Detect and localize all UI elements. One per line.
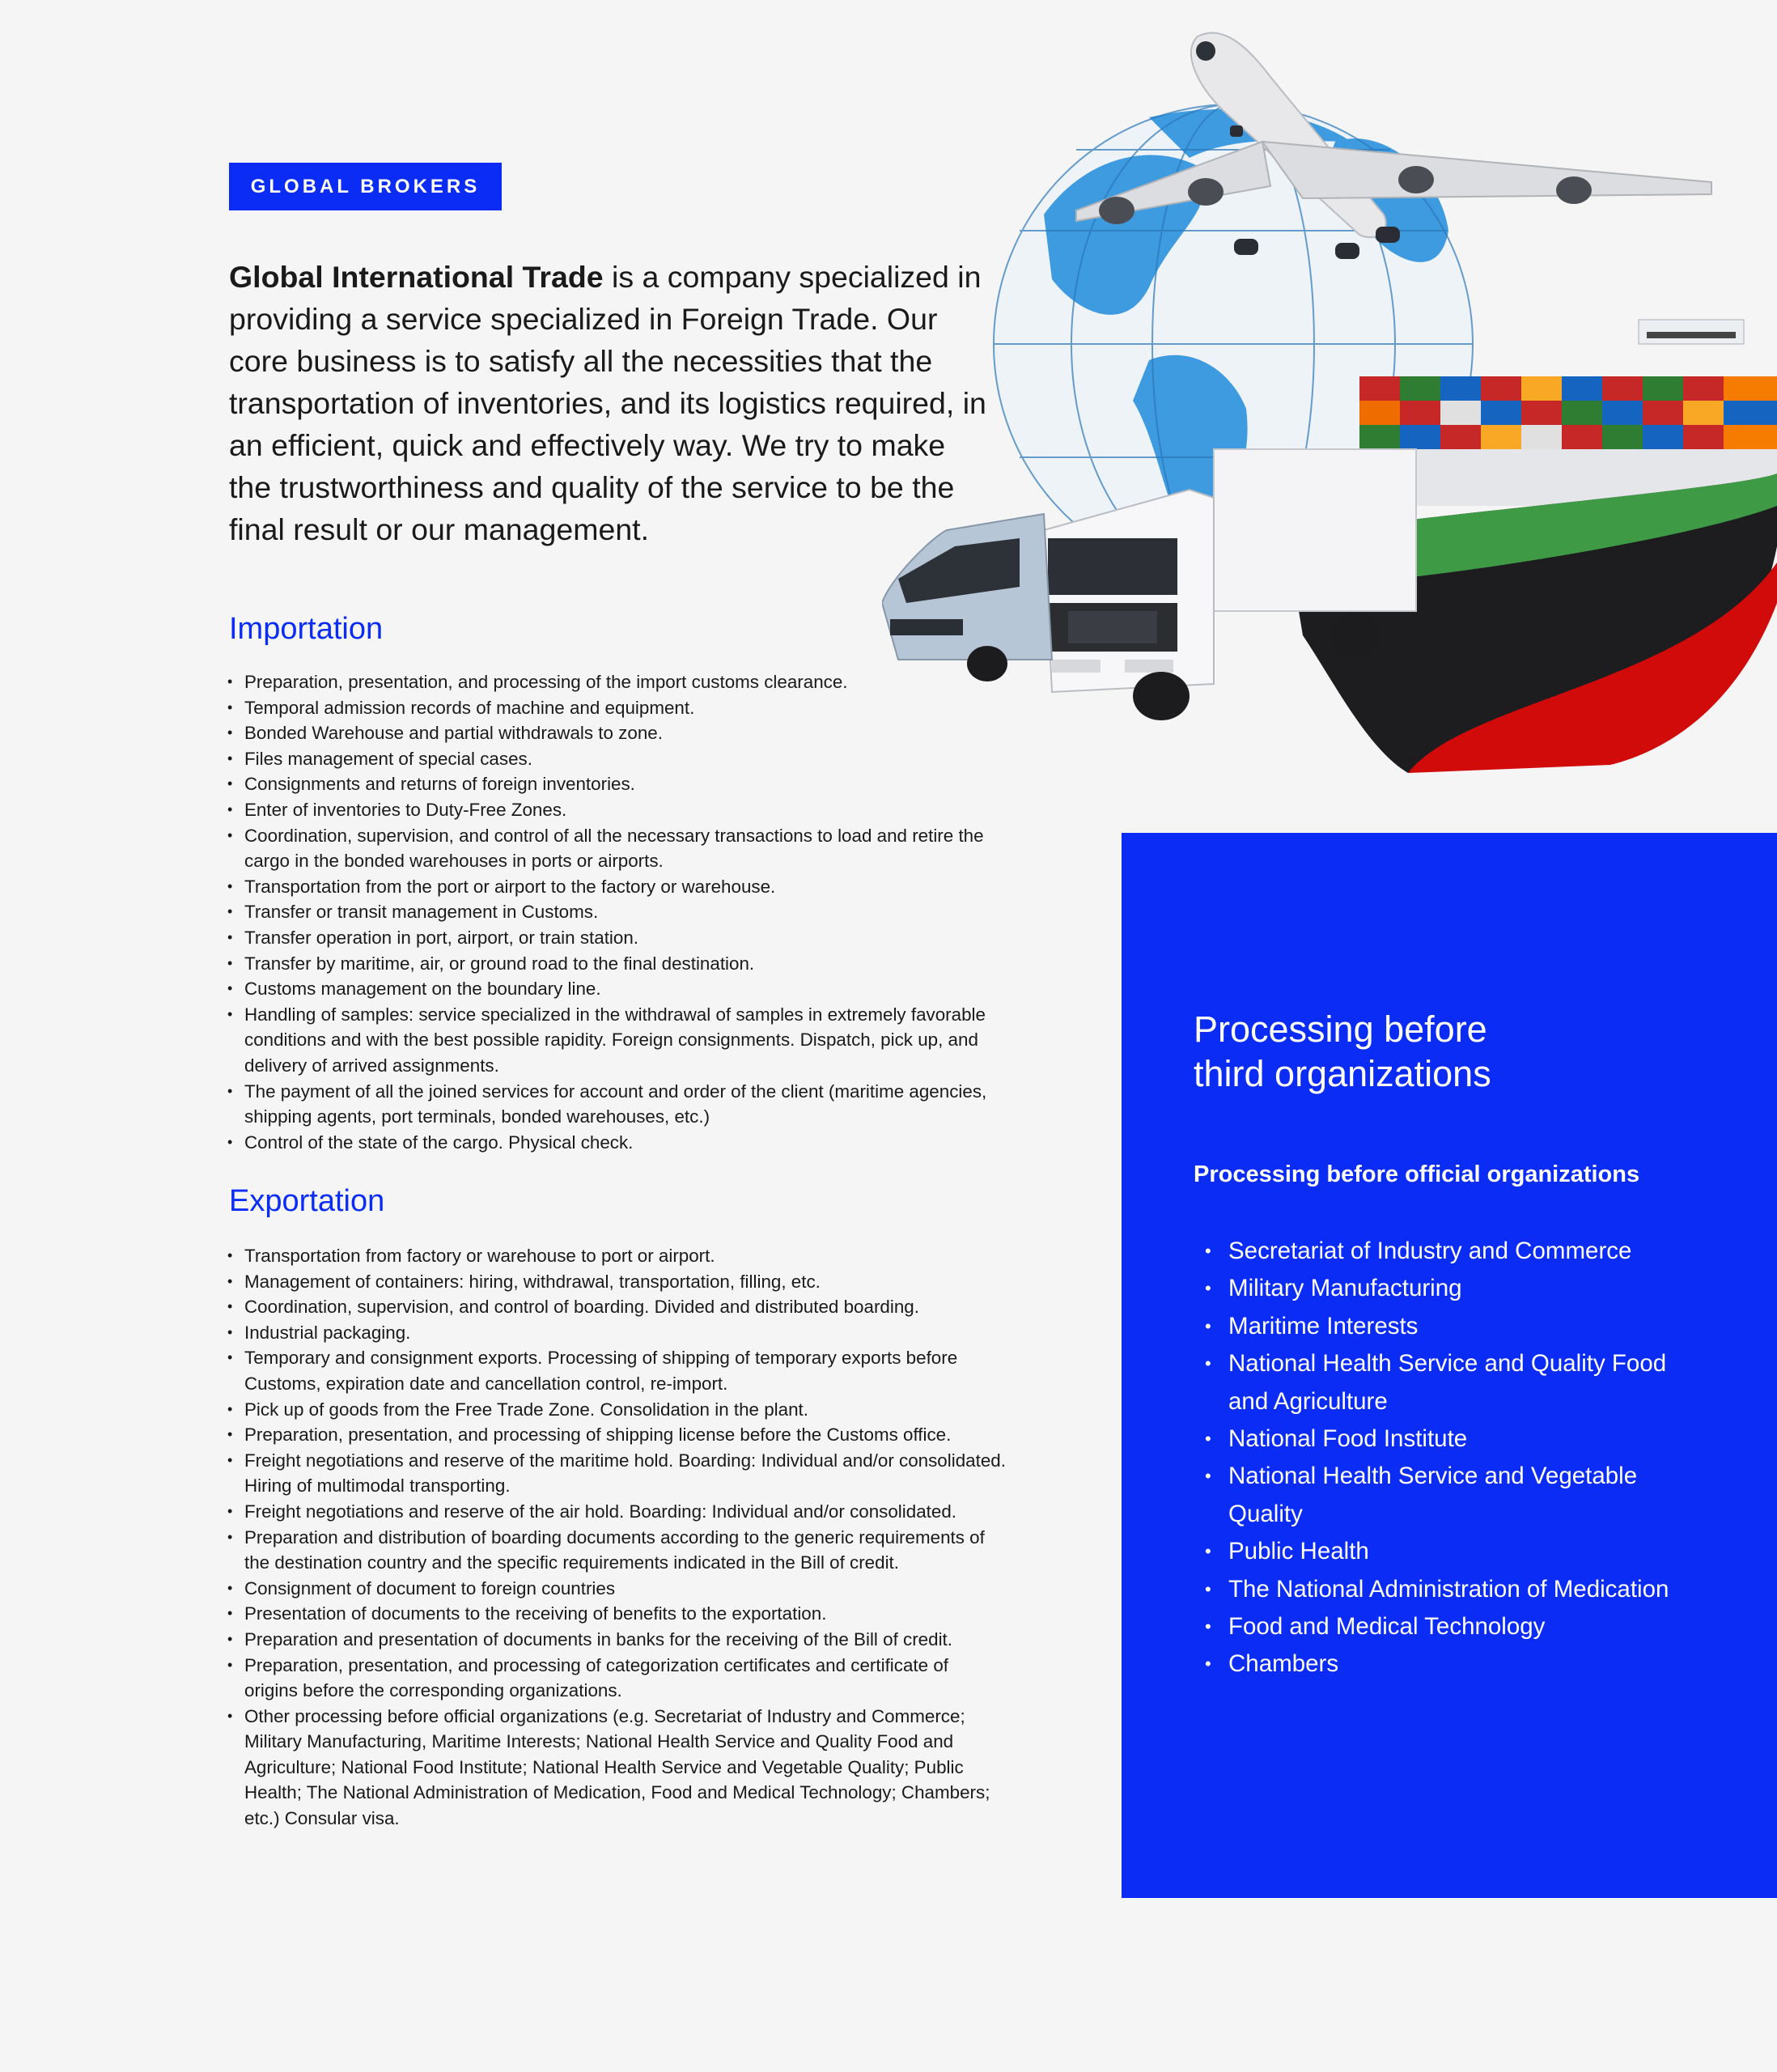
exportation-item: • Pick up of goods from the Free Trade Zone. Consolidation in the plant. — [229, 1397, 1006, 1423]
organization-item: • Secretariat of Industry and Commerce — [1194, 1233, 1711, 1270]
panel-title-line2: third organizations — [1194, 1053, 1491, 1094]
organization-item: • Chambers — [1194, 1645, 1711, 1683]
organization-item: • Military Manufacturing — [1194, 1270, 1711, 1307]
importation-item: • Bonded Warehouse and partial withdrawals to zone. — [229, 720, 1006, 746]
importation-item: • The payment of all the joined services for account and order of the client (maritime agencies, shipping agents, port terminals, bonded warehouses, etc.) — [229, 1079, 1006, 1130]
intro-text: is a company specialized in providing a service specialized in Foreign Trade. Our core business is to satisfy all the necessities that the transportation of inventories, and its logistics required, in an efficient, quick and effectively way. We try to make the trustworthiness and quality of the service to be the final result or our management. — [229, 260, 986, 546]
exportation-item: • Presentation of documents to the receiving of benefits to the exportation. — [229, 1601, 1006, 1627]
exportation-item: • Consignment of document to foreign countries — [229, 1576, 1006, 1602]
exportation-item: • Freight negotiations and reserve of the maritime hold. Boarding: Individual and/or consolidated. Hiring of multimodal transporting. — [229, 1448, 1006, 1499]
exportation-item: • Preparation, presentation, and processing of categorization certificates and certificate of origins before the corresponding organizations. — [229, 1653, 1006, 1704]
third-organizations-panel — [1122, 833, 1777, 1898]
logistics-hero-illustration — [882, 20, 1777, 781]
importation-item: • Temporal admission records of machine and equipment. — [229, 695, 1006, 721]
panel-subtitle: Processing before official organizations — [1194, 1161, 1640, 1187]
organizations-list — [1194, 1233, 1711, 1684]
panel-title-line1: Processing before — [1194, 1008, 1487, 1050]
intro-paragraph — [229, 256, 990, 550]
exportation-heading: Exportation — [229, 1184, 385, 1218]
importation-item: • Coordination, supervision, and control of all the necessary transactions to load and retire the cargo in the bonded warehouses in ports or airports. — [229, 823, 1006, 874]
exportation-item: • Transportation from factory or warehouse to port or airport. — [229, 1243, 1006, 1269]
exportation-item: • Preparation and distribution of boarding documents according to the generic requirements of the destination country and the specific requirements indicated in the Bill of credit. — [229, 1525, 1006, 1576]
organization-item: • National Food Institute — [1194, 1420, 1711, 1458]
importation-item: • Files management of special cases. — [229, 746, 1006, 772]
organization-item: • Maritime Interests — [1194, 1308, 1711, 1345]
organization-item: • Food and Medical Technology — [1194, 1608, 1711, 1645]
organization-item: • National Health Service and Vegetable Quality — [1194, 1458, 1711, 1533]
exportation-item: • Temporary and consignment exports. Processing of shipping of temporary exports before Customs, expiration date and cancellation control, re-import. — [229, 1345, 1006, 1396]
importation-heading: Importation — [229, 612, 384, 646]
exportation-item: • Freight negotiations and reserve of the air hold. Boarding: Individual and/or consolidated. — [229, 1499, 1006, 1525]
exportation-item: • Preparation and presentation of documents in banks for the receiving of the Bill of credit. — [229, 1627, 1006, 1653]
panel-title — [1194, 1007, 1679, 1096]
importation-item: • Transfer by maritime, air, or ground road to the final destination. — [229, 951, 1006, 977]
organization-item: • National Health Service and Quality Food and Agriculture — [1194, 1345, 1711, 1420]
importation-item: • Preparation, presentation, and processing of the import customs clearance. — [229, 669, 1006, 695]
exportation-item: • Other processing before official organizations (e.g. Secretariat of Industry and Commerce; Military Manufacturing, Maritime Interests; National Health Service and Quality Food and Agriculture; National Food Institute; National Health Service and Vegetable Quality; Public Health; The National Administration of Medication, Food and Medical Technology; Chambers; etc.) Consular visa. — [229, 1704, 1006, 1832]
importation-item: • Consignments and returns of foreign inventories. — [229, 771, 1006, 797]
exportation-item: • Industrial packaging. — [229, 1320, 1006, 1346]
company-name: Global International Trade — [229, 260, 604, 294]
organization-item: • Public Health — [1194, 1533, 1711, 1570]
importation-item: • Transfer operation in port, airport, or train station. — [229, 925, 1006, 951]
exportation-list — [229, 1243, 1006, 1832]
exportation-item: • Management of containers: hiring, withdrawal, transportation, filling, etc. — [229, 1269, 1006, 1295]
exportation-item: • Coordination, supervision, and control of boarding. Divided and distributed boarding. — [229, 1294, 1006, 1320]
exportation-item: • Preparation, presentation, and processing of shipping license before the Customs office. — [229, 1422, 1006, 1448]
global-brokers-badge: GLOBAL BROKERS — [229, 163, 502, 210]
importation-item: • Handling of samples: service specialized in the withdrawal of samples in extremely favorable conditions and with the best possible rapidity. Foreign consignments. Dispatch, pick up, and delivery of arrived assignments. — [229, 1002, 1006, 1079]
importation-item: • Control of the state of the cargo. Physical check. — [229, 1130, 1006, 1156]
organization-item: • The National Administration of Medication — [1194, 1571, 1711, 1608]
van-icon — [882, 514, 1052, 681]
importation-item: • Enter of inventories to Duty-Free Zones. — [229, 797, 1006, 823]
importation-item: • Transfer or transit management in Customs. — [229, 899, 1006, 925]
importation-item: • Transportation from the port or airport to the factory or warehouse. — [229, 874, 1006, 900]
importation-item: • Customs management on the boundary line. — [229, 976, 1006, 1002]
